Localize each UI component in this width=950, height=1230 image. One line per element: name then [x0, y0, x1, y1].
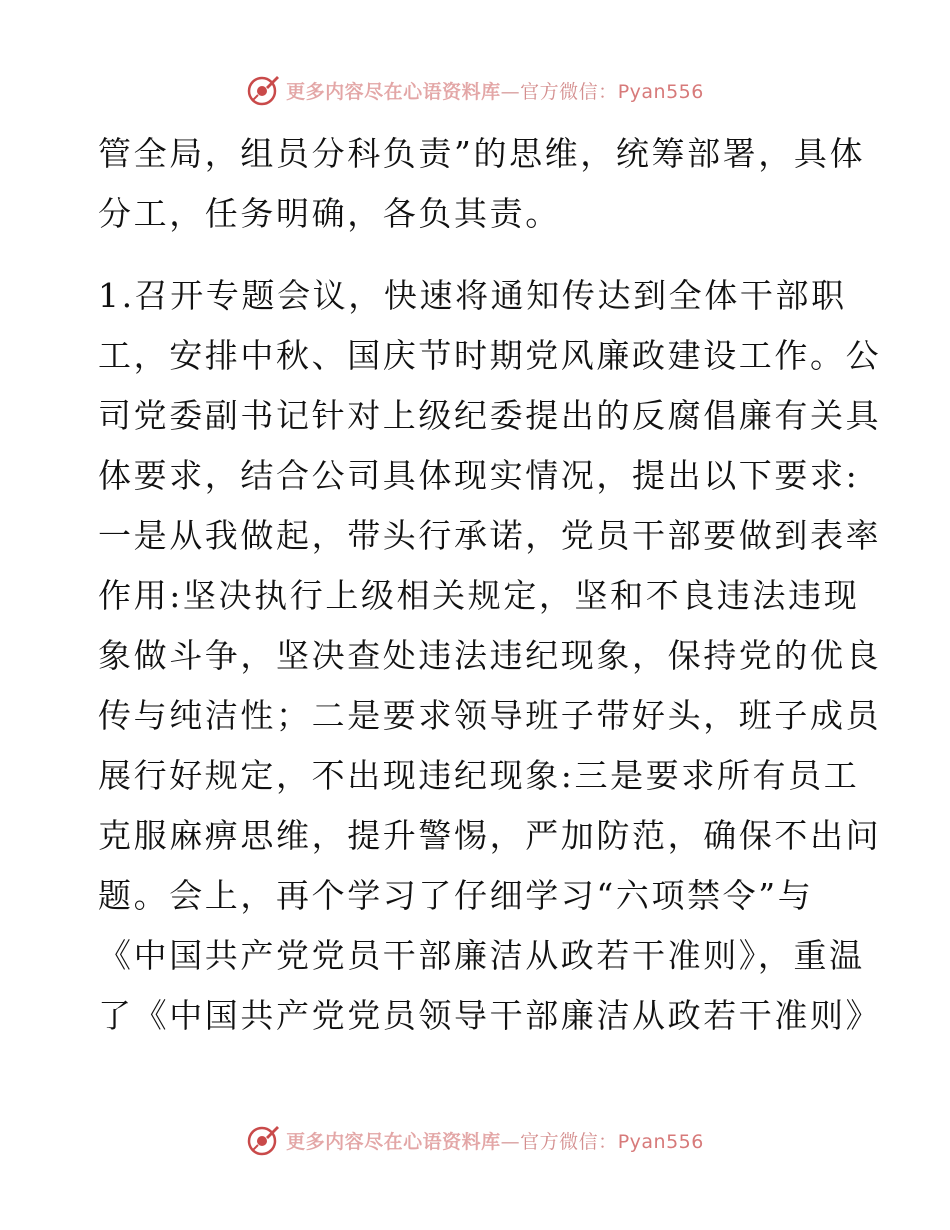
text-line: 作用:坚决执行上级相关规定，坚和不良违法违现	[98, 576, 860, 615]
watermark-wechat-id: Pyan556	[617, 1130, 704, 1153]
watermark-official-label: 官方微信：	[520, 80, 618, 103]
text-line: 司党委副书记针对上级纪委提出的反腐倡廉有关具	[98, 396, 882, 435]
watermark-wechat-id: Pyan556	[617, 80, 704, 103]
paragraph-2	[98, 266, 882, 1046]
text-line: 象做斗争，坚决查处违法违纪现象，保持党的优良	[98, 636, 882, 675]
document-body	[98, 124, 882, 1046]
pen-logo-icon	[246, 73, 280, 107]
watermark-dash: —	[500, 1130, 521, 1153]
text-line: 《中国共产党党员干部廉洁从政若干准则》，重温	[98, 936, 865, 975]
text-line: 了《中国共产党党员领导干部廉洁从政若干准则》	[98, 996, 882, 1035]
watermark-official-label: 官方微信：	[520, 1130, 618, 1153]
text-line: 1.召开专题会议，快速将通知传达到全体干部职	[98, 276, 847, 315]
text-line: 一是从我做起，带头行承诺，党员干部要做到表率	[98, 516, 882, 555]
paragraph-gap	[98, 244, 858, 266]
text-line: 分工，任务明确，各负其责。	[98, 194, 561, 233]
text-line: 工，安排中秋、国庆节时期党风廉政建设工作。公	[98, 336, 882, 375]
footer-watermark	[0, 1120, 950, 1160]
watermark-main-text: 更多内容尽在心语资料库	[286, 80, 501, 103]
text-line: 展行好规定，不出现违纪现象:三是要求所有员工	[98, 756, 860, 795]
header-watermark	[0, 70, 950, 110]
text-line: 克服麻痹思维，提升警惕，严加防范，确保不出问	[98, 816, 882, 855]
text-line: 体要求，结合公司具体现实情况，提出以下要求:	[98, 456, 860, 495]
paragraph-1	[98, 124, 866, 244]
pen-logo-icon	[246, 1123, 280, 1157]
text-line: 题。会上，再个学习了仔细学习“六项禁令”与	[98, 876, 814, 915]
text-line: 传与纯洁性；二是要求领导班子带好头，班子成员	[98, 696, 882, 735]
watermark-main-text: 更多内容尽在心语资料库	[286, 1130, 501, 1153]
watermark-dash: —	[500, 80, 521, 103]
text-line: 管全局，组员分科负责”的思维，统筹部署，具体	[98, 134, 866, 173]
